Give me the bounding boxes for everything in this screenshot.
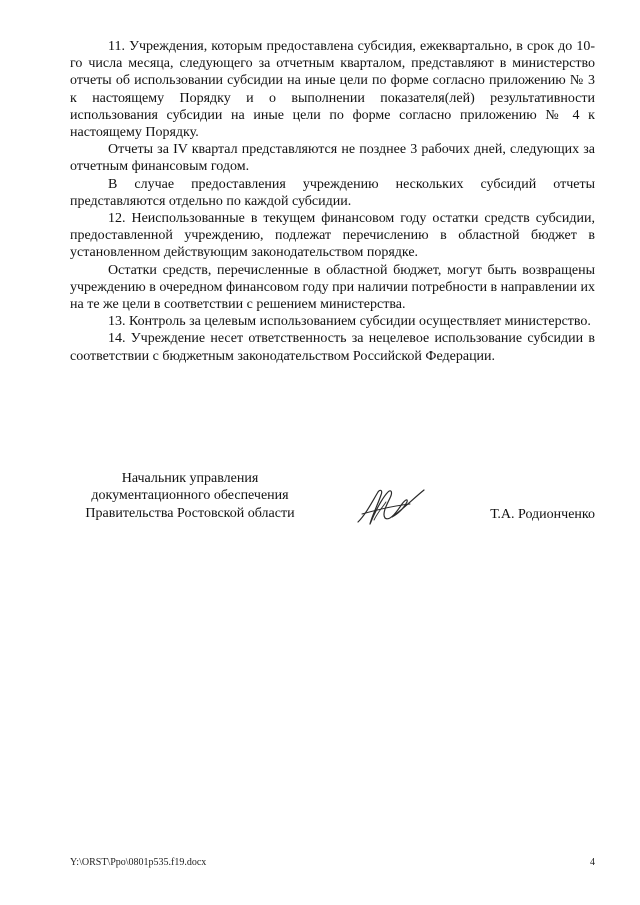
signatory-title-line-2: документационного обеспечения — [91, 488, 289, 504]
document-body — [70, 38, 595, 365]
signature-block — [70, 470, 595, 530]
paragraph-14: 14. Учреждение несет ответственность за нецелевое использование субсидии в соответствии с бюджетным законодательством Российской Федерации. — [70, 331, 595, 364]
paragraph-multiple-subsidies: В случае предоставления учреждению нескольких субсидий отчеты представляются отдельно по каждой субсидии. — [70, 176, 595, 209]
page-number: 4 — [590, 857, 595, 868]
paragraph-q4-reports: Отчеты за IV квартал представляются не позднее 3 рабочих дней, следующих за отчетным финансовым годом. — [70, 142, 595, 175]
signatory-title-line-3: Правительства Ростовской области — [85, 505, 295, 521]
paragraph-11: 11. Учреждения, которым предоставлена субсидия, ежеквартально, в срок до 10-го числа месяца, следующего за отчетным кварталом, представляют в министерство отчеты об использовании субсидии на иные цели по форме согласно приложению № 3 к настоящему Порядку и о выполнении показателя(лей) результативности использования субсидии на иные цели по форме согласно приложению № 4 к настоящему Порядку. — [70, 39, 595, 141]
paragraph-13: 13. Контроль за целевым использованием субсидии осуществляет министерство. — [108, 314, 591, 330]
signatory-title-line-1: Начальник управления — [121, 471, 259, 486]
signatory-name: Т.А. Родионченко — [490, 507, 595, 522]
file-path: Y:\ORST\Ppo\0801p535.f19.docx — [70, 857, 207, 868]
paragraph-12: 12. Неиспользованные в текущем финансовом году остатки средств субсидии, предоставленной учреждению, подлежат перечислению в областной бюджет в установленном действующим законодательством порядке. — [70, 211, 595, 261]
paragraph-remaining-funds: Остатки средств, перечисленные в областной бюджет, могут быть возвращены учреждению в очередном финансовом году при наличии потребности в направлении их на те же цели в соответствии с решением министерства. — [70, 262, 595, 313]
signatory-title — [70, 470, 310, 522]
handwritten-signature-icon — [352, 484, 432, 528]
